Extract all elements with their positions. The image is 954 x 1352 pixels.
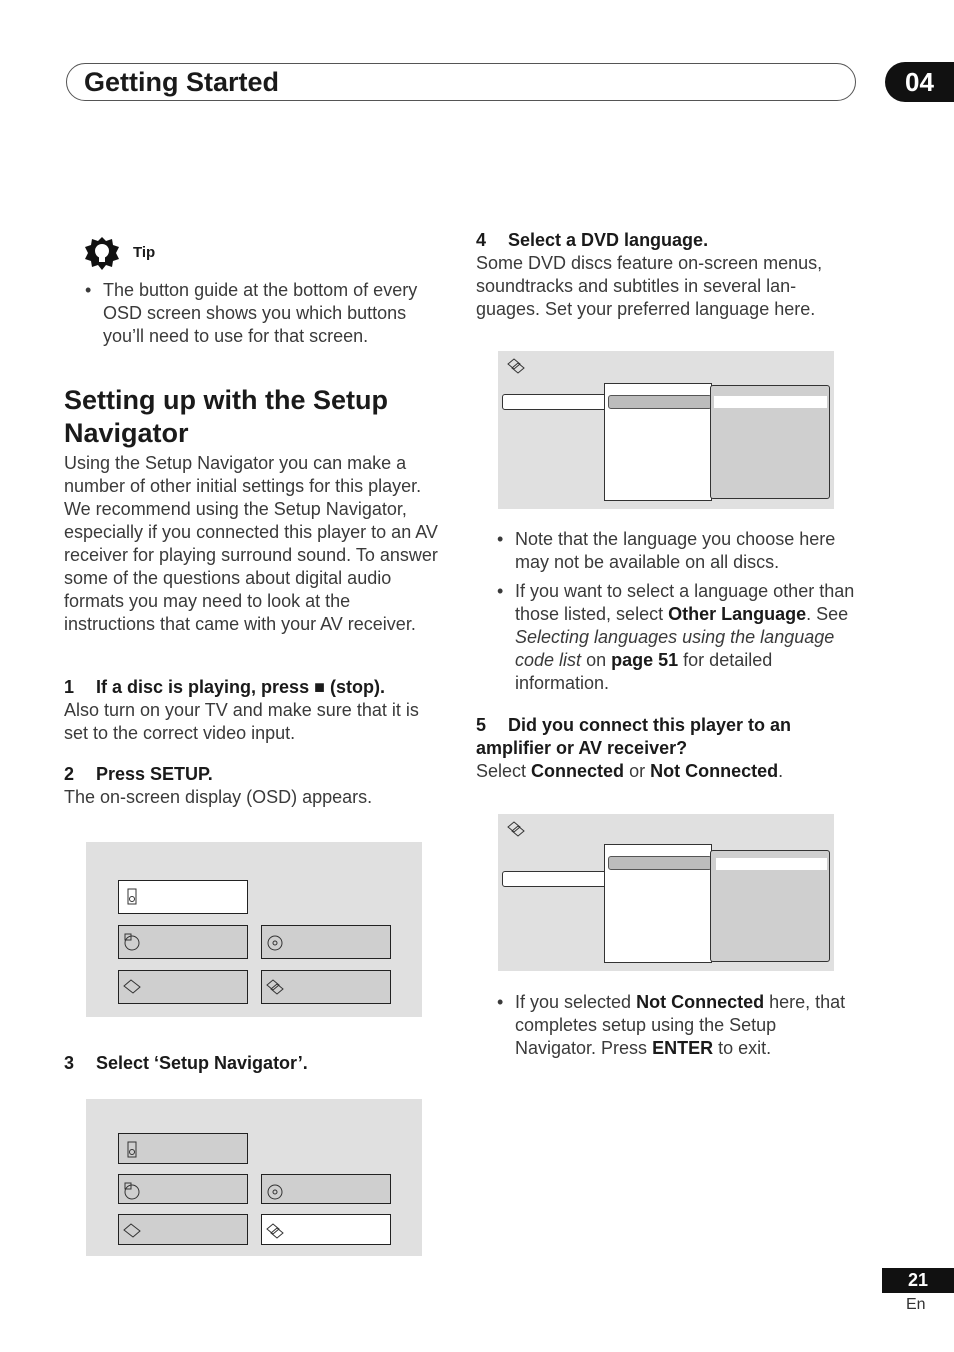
tip-lightbulb-icon (84, 236, 120, 272)
tip-label: Tip (133, 244, 156, 261)
disc-navigator-button[interactable] (261, 1174, 391, 1204)
step-5-heading (476, 714, 856, 760)
step-4-body: Some DVD discs feature on-screen menus, soundtracks and subtitles in several lan-guages. Set your preferred language here. (476, 253, 823, 319)
menu-level-1[interactable] (502, 394, 606, 410)
setup-navigator-icon (506, 820, 526, 838)
note-3-text (515, 991, 857, 1060)
audio-settings-button[interactable] (118, 1133, 248, 1164)
step-2-heading (64, 763, 213, 786)
bullet-dot: • (497, 992, 504, 1012)
step-1-title-b: (stop). (330, 677, 385, 697)
step-5-body (476, 760, 856, 783)
section-title: Setting up with the Setup Navigator (64, 385, 388, 448)
page-language: En (906, 1296, 926, 1313)
step-5-number: 5 (476, 715, 487, 735)
setup-navigator-button-selected[interactable] (261, 1214, 391, 1245)
note-2-text (515, 580, 857, 695)
bullet-dot: • (85, 280, 92, 300)
disc-icon (266, 933, 284, 951)
chapter-number: 04 (885, 62, 954, 102)
step-3-number: 3 (64, 1053, 75, 1073)
menu-level-2-highlight[interactable] (608, 856, 712, 870)
menu-level-1[interactable] (502, 871, 606, 887)
osd-setup-navigator-selected-screen (86, 1099, 422, 1256)
step-3-heading (64, 1052, 308, 1075)
step-2-body: The on-screen display (OSD) appears. (64, 787, 373, 807)
note-3-b: Not Connected (636, 992, 765, 1012)
step-5-not-connected: Not Connected (650, 761, 779, 781)
note-2-d: Selecting languages using the language code list (515, 627, 835, 670)
step-5-a: Select (476, 761, 527, 781)
initial-settings-button[interactable] (118, 1214, 248, 1245)
disc-play-icon (123, 1182, 141, 1200)
speaker-icon (123, 1141, 141, 1159)
audio-settings-button[interactable] (118, 880, 248, 914)
step-2-title: Press SETUP. (96, 764, 213, 784)
play-mode-button[interactable] (118, 1174, 248, 1204)
note-2-c: . See (806, 604, 849, 624)
disc-navigator-button[interactable] (261, 925, 391, 959)
step-1-body: Also turn on your TV and make sure that it is set to the correct video input. (64, 700, 419, 743)
step-1-number: 1 (64, 677, 75, 697)
play-mode-button[interactable] (118, 925, 248, 959)
note-3-e: to exit. (718, 1038, 772, 1058)
note-2-page-ref: page 51 (611, 650, 679, 670)
step-4-number: 4 (476, 230, 487, 250)
initial-settings-button[interactable] (118, 970, 248, 1004)
section-intro: Using the Setup Navigator you can make a number of other initial settings for this player. We recommend using the Setup Navigator, especially if you connected this player to an AV receiver for playing surround sound. To answer some of the questions about digital audio formats you may need to look at the instructions that came with your AV receiver. (64, 453, 438, 634)
bullet-dot: • (497, 581, 504, 601)
page-number: 21 (882, 1268, 954, 1293)
note-2-g: for detailed information. (515, 650, 773, 693)
note-3-a: If you selected (515, 992, 632, 1012)
menu-level-3-highlight[interactable] (714, 396, 827, 408)
step-5-title: Did you connect this player to an amplifier or AV receiver? (476, 715, 792, 758)
setup-navigator-icon (506, 357, 526, 375)
step-3-title: Select ‘Setup Navigator’. (96, 1053, 308, 1073)
note-2-e: on (586, 650, 607, 670)
page-header-title: Getting Started (84, 67, 280, 97)
step-4-title: Select a DVD language. (508, 230, 709, 250)
step-5-or: or (629, 761, 646, 781)
osd-connection-menu-screen (498, 814, 834, 971)
menu-level-2-highlight[interactable] (608, 395, 712, 409)
step-5-connected: Connected (531, 761, 625, 781)
bullet-dot: • (497, 529, 504, 549)
step-2-number: 2 (64, 764, 75, 784)
step-1-title-a: If a disc is playing, press (96, 677, 310, 697)
step-4-heading (476, 229, 708, 252)
setup-navigator-icon (266, 978, 284, 996)
menu-level-3-highlight[interactable] (716, 858, 827, 870)
osd-home-menu-screen (86, 842, 422, 1017)
speaker-icon (123, 888, 141, 906)
disc-icon (266, 1182, 284, 1200)
note-2-b: Other Language (668, 604, 807, 624)
settings-tag-icon (123, 978, 141, 996)
note-2-a: If you want to select a language other than those listed, select (515, 581, 855, 624)
note-3-c: here, that completes setup using the Setup Navigator. Press (515, 992, 846, 1058)
tip-text: The button guide at the bottom of every OSD screen shows you which buttons you’ll need to use for that screen. (103, 280, 418, 346)
note-1-text: Note that the language you choose here may not be available on all discs. (515, 529, 836, 572)
note-3-d: ENTER (652, 1038, 714, 1058)
settings-tag-icon (123, 1222, 141, 1240)
stop-symbol: ■ (314, 677, 325, 697)
step-5-period: . (778, 761, 784, 781)
disc-play-icon (123, 933, 141, 951)
osd-language-menu-screen (498, 351, 834, 509)
setup-navigator-icon (266, 1222, 284, 1240)
setup-navigator-button[interactable] (261, 970, 391, 1004)
step-1-heading (64, 676, 444, 699)
